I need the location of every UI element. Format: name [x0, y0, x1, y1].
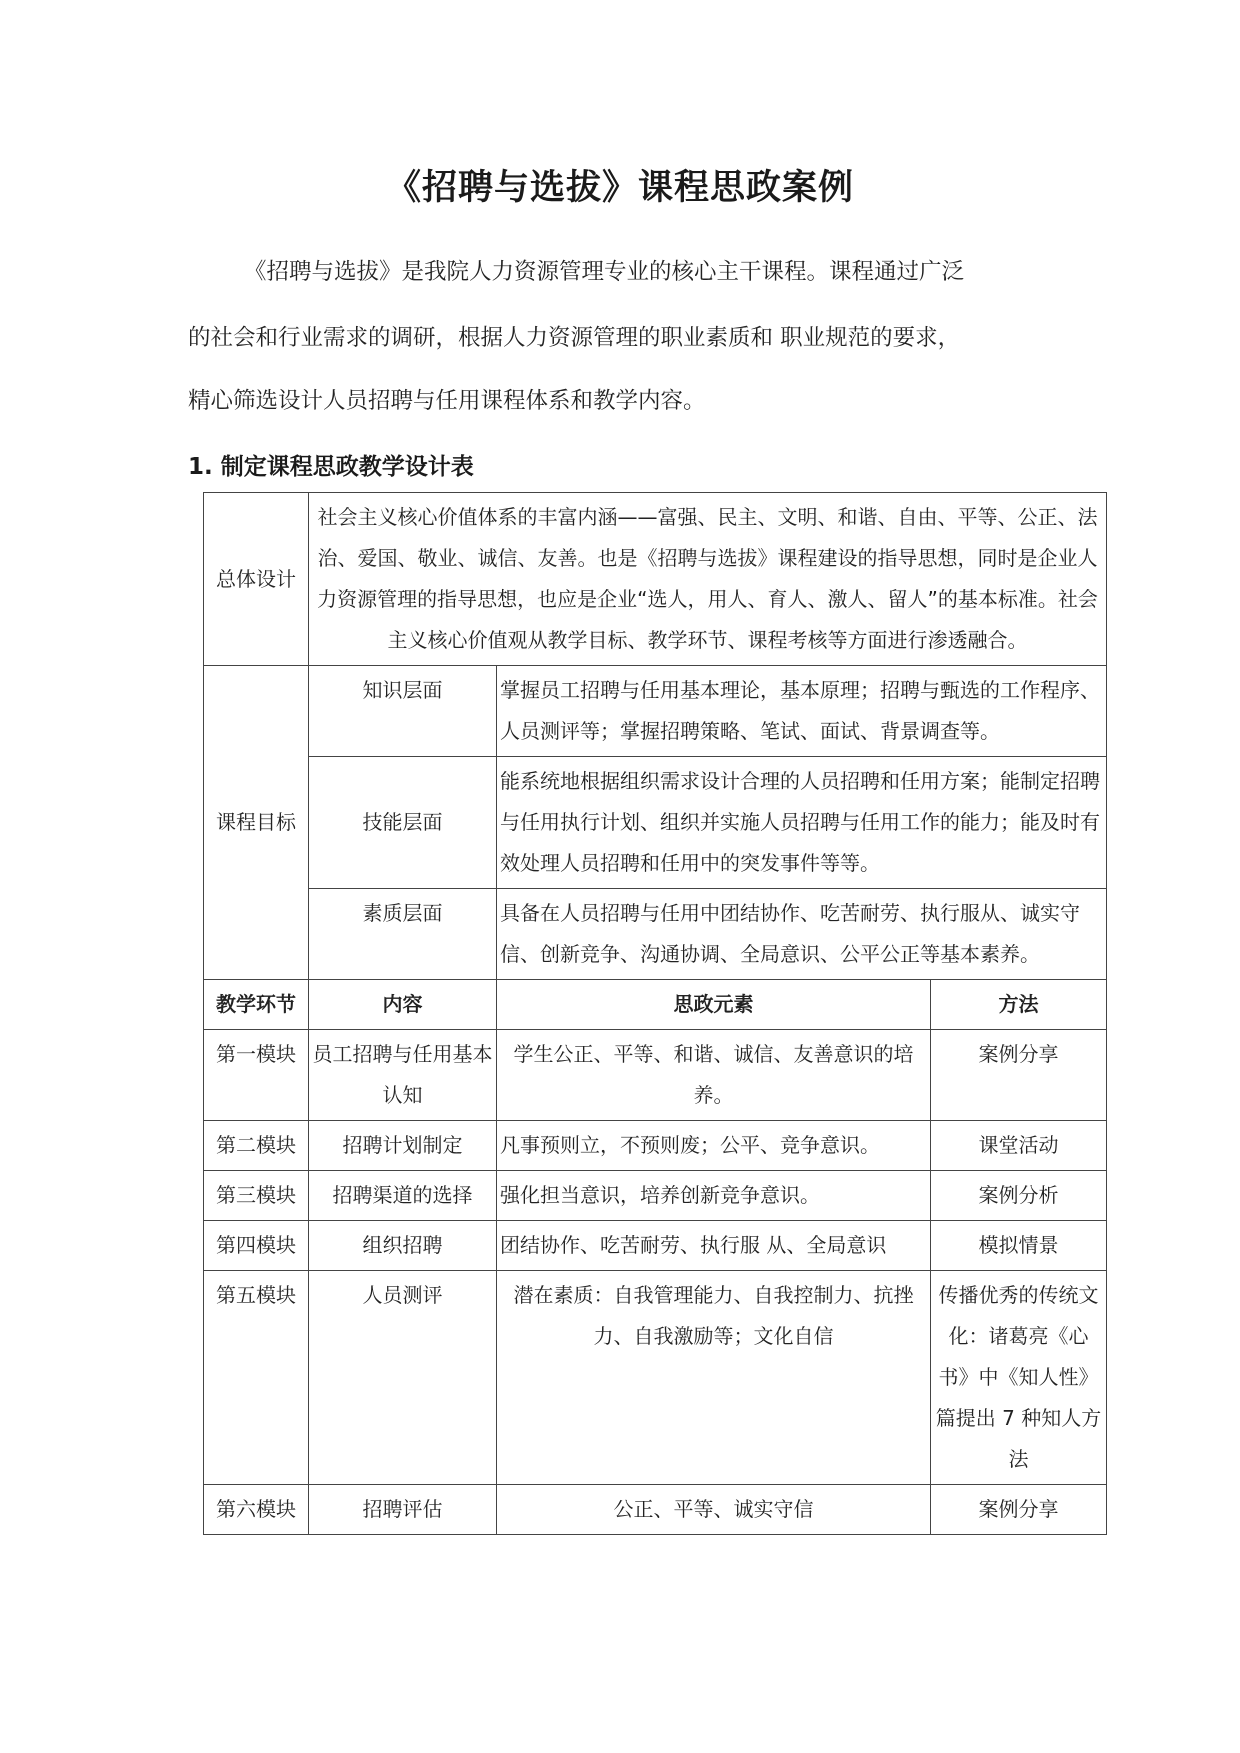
module-stage: 第二模块 [204, 1121, 309, 1171]
module-stage: 第四模块 [204, 1221, 309, 1271]
goal-level-label: 知识层面 [309, 666, 497, 757]
overall-design-label: 总体设计 [204, 493, 309, 666]
header-method: 方法 [931, 980, 1107, 1030]
intro-line-3: 精心筛选设计人员招聘与任用课程体系和教学内容。 [188, 388, 706, 414]
module-method: 课堂活动 [931, 1121, 1107, 1171]
module-content: 人员测评 [309, 1271, 497, 1485]
overall-design-row [204, 493, 1107, 666]
module-elements: 潜在素质：自我管理能力、自我控制力、抗挫力、自我激励等；文化自信 [497, 1271, 931, 1485]
module-stage: 第六模块 [204, 1485, 309, 1535]
module-row [204, 1171, 1107, 1221]
header-elements: 思政元素 [497, 980, 931, 1030]
module-elements: 强化担当意识，培养创新竞争意识。 [497, 1171, 931, 1221]
module-method: 案例分享 [931, 1485, 1107, 1535]
module-method: 案例分享 [931, 1030, 1107, 1121]
goal-row-skill [204, 757, 1107, 889]
module-row [204, 1271, 1107, 1485]
module-content: 招聘计划制定 [309, 1121, 497, 1171]
module-stage: 第五模块 [204, 1271, 309, 1485]
module-content: 组织招聘 [309, 1221, 497, 1271]
goal-row-quality [204, 889, 1107, 980]
header-stage: 教学环节 [204, 980, 309, 1030]
intro-line-2: 的社会和行业需求的调研，根据人力资源管理的职业素质和 职业规范的要求， [188, 325, 961, 351]
goal-level-label: 技能层面 [309, 757, 497, 889]
module-elements: 公正、平等、诚实守信 [497, 1485, 931, 1535]
module-row [204, 1221, 1107, 1271]
course-goals-label: 课程目标 [204, 666, 309, 980]
module-header-row [204, 980, 1107, 1030]
header-content: 内容 [309, 980, 497, 1030]
document-title: 《招聘与选拔》课程思政案例 [385, 168, 854, 208]
module-elements: 学生公正、平等、和谐、诚信、友善意识的培养。 [497, 1030, 931, 1121]
goal-level-label: 素质层面 [309, 889, 497, 980]
module-content: 招聘评估 [309, 1485, 497, 1535]
goal-level-text: 能系统地根据组织需求设计合理的人员招聘和任用方案；能制定招聘与任用执行计划、组织并实施人员招聘与任用工作的能力；能及时有效处理人员招聘和任用中的突发事件等等。 [497, 757, 1107, 889]
module-elements: 凡事预则立，不预则废；公平、竞争意识。 [497, 1121, 931, 1171]
goal-level-text: 掌握员工招聘与任用基本理论，基本原理；招聘与甄选的工作程序、人员测评等；掌握招聘策略、笔试、面试、背景调查等。 [497, 666, 1107, 757]
module-content: 员工招聘与任用基本认知 [309, 1030, 497, 1121]
teaching-design-table [203, 492, 1107, 1535]
goal-level-text: 具备在人员招聘与任用中团结协作、吃苦耐劳、执行服从、诚实守信、创新竞争、沟通协调、全局意识、公平公正等基本素养。 [497, 889, 1107, 980]
module-stage: 第三模块 [204, 1171, 309, 1221]
module-elements: 团结协作、吃苦耐劳、执行服 从、全局意识 [497, 1221, 931, 1271]
section-heading: 1. 制定课程思政教学设计表 [188, 454, 474, 480]
overall-design-text: 社会主义核心价值体系的丰富内涵——富强、民主、文明、和谐、自由、平等、公正、法治、爱国、敬业、诚信、友善。也是《招聘与选拔》课程建设的指导思想，同时是企业人力资源管理的指导思想，也应是企业“选人，用人、育人、激人、留人”的基本标准。社会主义核心价值观从教学目标、教学环节、课程考核等方面进行渗透融合。 [309, 493, 1107, 666]
goal-row-knowledge [204, 666, 1107, 757]
module-row [204, 1121, 1107, 1171]
module-content: 招聘渠道的选择 [309, 1171, 497, 1221]
module-method: 传播优秀的传统文化：诸葛亮《心书》中《知人性》篇提出 7 种知人方法 [931, 1271, 1107, 1485]
module-row [204, 1485, 1107, 1535]
intro-line-1: 《招聘与选拔》是我院人力资源管理专业的核心主干课程。课程通过广泛 [244, 259, 965, 285]
module-method: 案例分析 [931, 1171, 1107, 1221]
module-method: 模拟情景 [931, 1221, 1107, 1271]
module-stage: 第一模块 [204, 1030, 309, 1121]
module-row [204, 1030, 1107, 1121]
